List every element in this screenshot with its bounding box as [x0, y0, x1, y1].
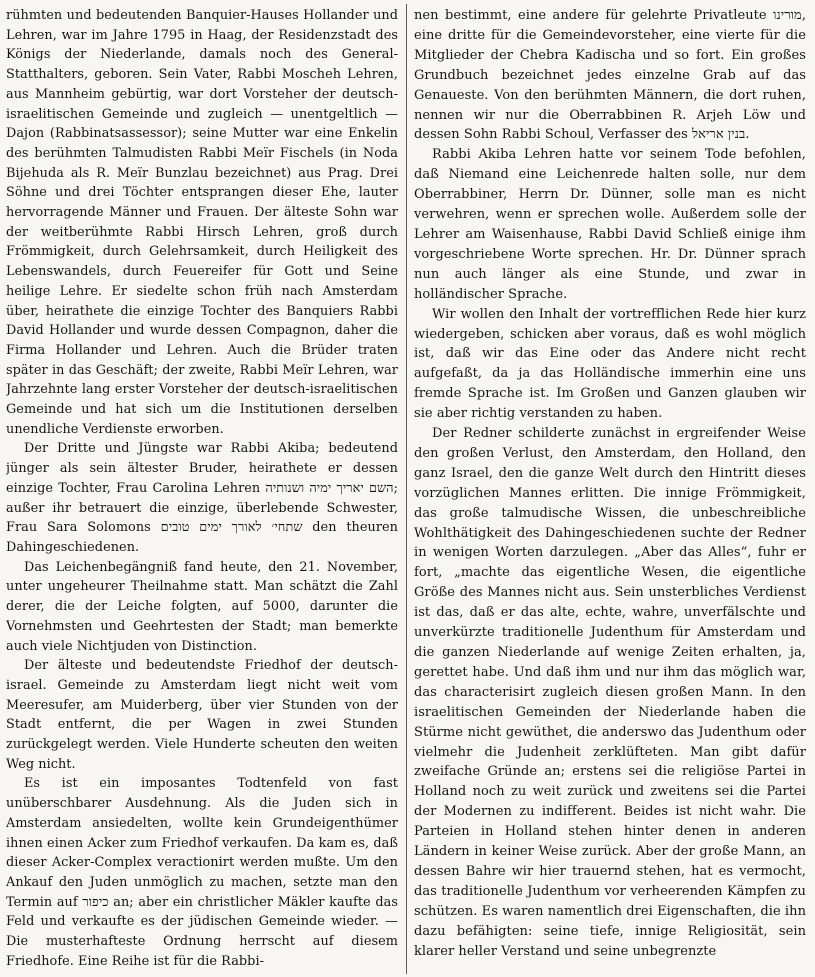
- paragraph: Es ist ein imposantes Todtenfeld von fast unüberschbarer Ausdehnung. Als die Juden sich in Amsterdam ansiedelten, wollte kein Grundeigenthümer ihnen einen Acker zum Friedhof verkaufen. Da kam es, daß dieser Acker-Complex veractionirt werden mußte. Um den Ankauf den Juden unmöglich zu machen, setzte man den Termin auf כיפור an; aber ein christlicher Mäkler kaufte das Feld und verkaufte es der jüdischen Gemeinde wieder. — Die musterhafteste Ordnung herrscht auf diesem Friedhofe. Eine Reihe ist für die Rabbi-: [6, 776, 398, 969]
- column-divider: [406, 4, 407, 974]
- paragraph: Der Redner schilderte zunächst in ergreifender Weise den großen Verlust, den Amsterdam, den Holland, den ganz Israel, den die ganze Welt durch den Hintritt dieses vorzüglichen Mannes erlitten. Die innige Frömmigkeit, das große talmudische Wissen, die unbeschreibliche Wohlthätigkeit des Dahingeschiedenen suchte der Redner in wenigen Worten darzulegen. „Aber das Alles“, fuhr er fort, „machte das eigentliche Wesen, die eigentliche Größe des Mannes nicht aus. Sein unsterbliches Verdienst ist das, daß er das alte, echte, wahre, unverfälschte und unverkürzte traditionelle Judenthum für Amsterdam und die ganzen Niederlande auf wenige Zeiten erhalten, ja, gerettet habe. Und daß ihm und nur ihm das möglich war, das characterisirt zugleich diesen großen Mann. In den israelitischen Gemeinden der Niederlande haben die Stürme nicht gewüthet, die anderswo das Judenthum oder vielmehr die Judenheit zerklüfteten. Man gibt dafür zweifache Gründe an; erstens sei die religiöse Partei in Holland noch zu weit zurück und zweitens sei die Partei der Modernen zu indifferent. Beides ist nicht wahr. Die Parteien in Holland stehen hinter denen in anderen Ländern in keiner Weise zurück. Aber der große Mann, an dessen Bahre wir hier trauernd stehen, hat es vermocht, das traditionelle Judenthum vor verheerenden Kämpfen zu schützen. Es waren namentlich drei Eigenschaften, die ihn dazu befähigten: seine tiefe, innige Religiosität, sein klarer heller Verstand und seine unbegrenzte: [414, 426, 806, 959]
- left-column: [6, 6, 398, 974]
- paragraph: nen bestimmt, eine andere für gelehrte Privatleute מורינו, eine dritte für die Gemeindevorsteher, eine vierte für die Mitglieder der Chebra Kadischa und so fort. Ein großes Grundbuch bezeichnet jedes einzelne Grab auf das Genaueste. Von den berühmten Männern, die dort ruhen, nennen wir nur die Oberrabbinen R. Arjeh Löw und dessen Sohn Rabbi Schoul, Verfasser des בנין אריאל.: [414, 8, 806, 143]
- paragraph: Der älteste und bedeutendste Friedhof der deutsch-israel. Gemeinde zu Amsterdam liegt nicht weit vom Meeresufer, am Muiderberg, über vier Stunden von der Stadt entfernt, die per Wagen in zwei Stunden zurückgelegt werden. Viele Hunderte scheuten den weiten Weg nicht.: [6, 658, 398, 772]
- paragraph: Wir wollen den Inhalt der vortrefflichen Rede hier kurz wiedergeben, schicken aber voraus, daß es wohl möglich ist, daß wir das Eine oder das Andere nicht recht aufgefaßt, da ja das Holländische immerhin eine uns fremde Sprache ist. Im Großen und Ganzen glauben wir sie aber richtig verstanden zu haben.: [414, 306, 806, 422]
- paragraph: Der Dritte und Jüngste war Rabbi Akiba; bedeutend jünger als sein ältester Bruder, heirathete er dessen einzige Tochter, Frau Carolina Lehren השם יאריך ימיה ושנותיה; außer ihr betrauert die einzige, überlebende Schwester, Frau Sara Solomons שתחי׳ לאורך ימים טובים den theuren Dahingeschiedenen.: [6, 441, 398, 555]
- paragraph: Rabbi Akiba Lehren hatte vor seinem Tode befohlen, daß Niemand eine Leichenrede halten solle, nur dem Oberrabbiner, Herrn Dr. Dünner, solle man es nicht verwehren, wenn er sprechen wolle. Außerdem solle der Lehrer am Waisenhause, Rabbi David Schließ einige ihm vorgeschriebene Worte sprechen. Hr. Dr. Dünner sprach nun auch länger als eine Stunde, und zwar in holländischer Sprache.: [414, 147, 806, 302]
- right-column: [414, 6, 806, 974]
- paragraph: Das Leichenbegängniß fand heute, den 21. November, unter ungeheurer Theilnahme statt. Man schätzt die Zahl derer, die der Leiche folgten, auf 5000, darunter die Vornehmsten und Geehrtesten der Stadt; man bemerkte auch viele Nichtjuden von Distinction.: [6, 559, 398, 654]
- paragraph: rühmten und bedeutenden Banquier-Hauses Hollander und Lehren, war im Jahre 1795 in Haag, der Residenzstadt des Königs der Niederlande, damals noch des General-Statthalters, geboren. Sein Vater, Rabbi Moscheh Lehren, aus Mannheim gebürtig, war dort Vorsteher der deutsch-israelitischen Gemeinde und zugleich — unentgeltlich — Dajon (Rabbinatsassessor); seine Mutter war eine Enkelin des berühmten Talmudisten Rabbi Meïr Fischels (in Noda Bijehuda als R. Meïr Bunzlau bezeichnet) aus Prag. Drei Söhne und drei Töchter entsprangen dieser Ehe, lauter hervorragende Männer und Frauen. Der älteste Sohn war der weitberühmte Rabbi Hirsch Lehren, groß durch Frömmigkeit, durch Gelehrsamkeit, durch Heiligkeit des Lebenswandels, durch Feuereifer für Gott und Seine heilige Lehre. Er siedelte schon früh nach Amsterdam über, heirathete die einzige Tochter des Banquiers Rabbi David Hollander und wurde dessen Compagnon, daher die Firma Hollander und Lehren. Auch die Brüder traten später in das Geschäft; der zweite, Rabbi Meïr Lehren, war Jahrzehnte lang erster Vorsteher der deutsch-israelitischen Gemeinde und hat sich um die Institutionen derselben unendliche Verdienste erworben.: [6, 8, 398, 437]
